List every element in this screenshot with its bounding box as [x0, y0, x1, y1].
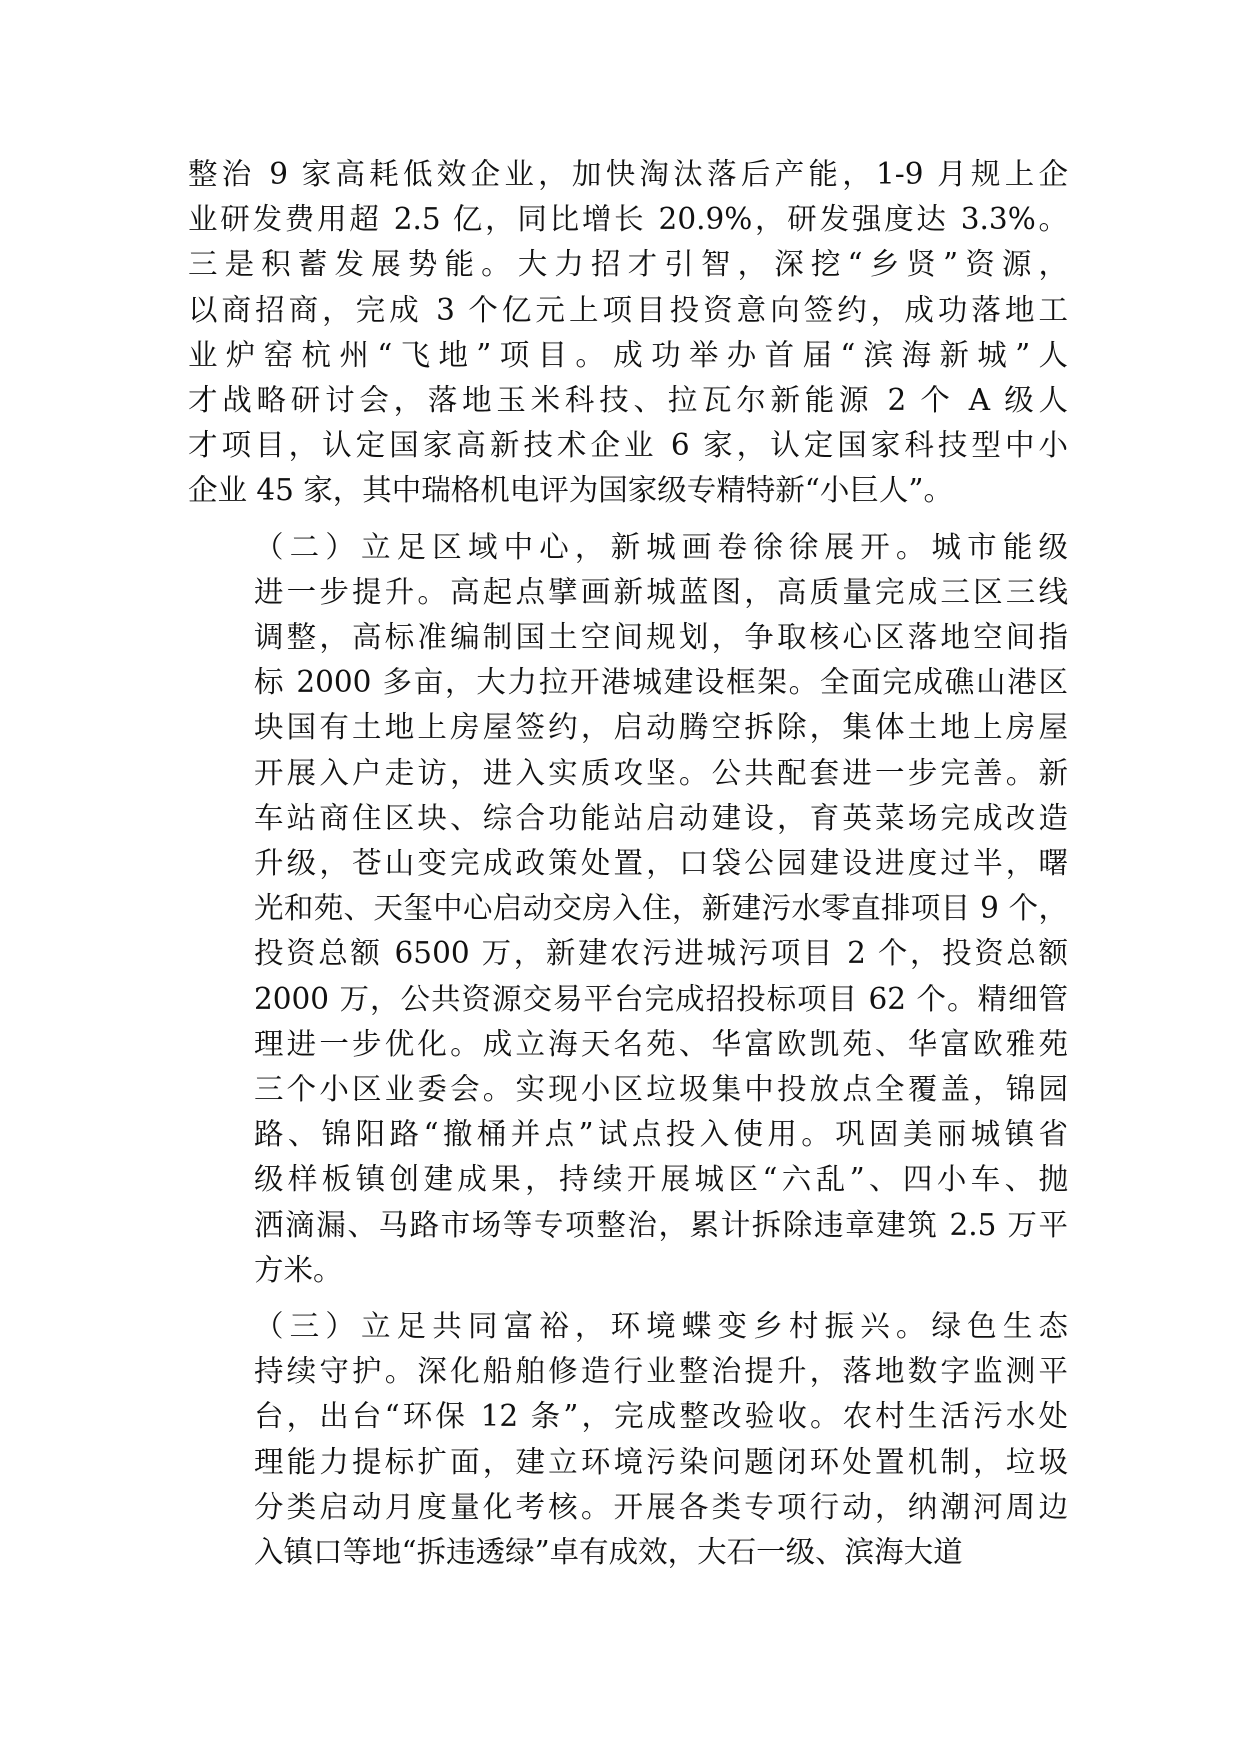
- text-line: 入镇口等地“拆违透绿”卓有成效，大石一级、滨海大道: [254, 1535, 963, 1570]
- text-line: 开展入户走访，进入实质攻坚。公共配套进一步完善。新: [254, 755, 1068, 790]
- text-line: （三）立足共同富裕，环境蝶变乡村振兴。绿色生态: [254, 1309, 1068, 1344]
- text-line: 调整，高标准编制国土空间规划，争取核心区落地空间指: [254, 620, 1068, 655]
- text-line: 才战略研讨会，落地玉米科技、拉瓦尔新能源 2 个 A 级人: [188, 383, 1068, 418]
- text-line: （二）立足区域中心，新城画卷徐徐展开。城市能级: [254, 529, 1068, 564]
- text-line: 方米。: [254, 1252, 343, 1287]
- text-line: 以商招商，完成 3 个亿元上项目投资意向签约，成功落地工: [188, 292, 1068, 327]
- text-line: 车站商住区块、综合功能站启动建设，育英菜场完成改造: [254, 800, 1068, 835]
- text-line: 进一步提升。高起点擘画新城蓝图，高质量完成三区三线: [254, 574, 1068, 609]
- text-line: 三是积蓄发展势能。大力招才引智，深挖“乡贤”资源，: [188, 247, 1068, 282]
- text-line: 洒滴漏、马路市场等专项整治，累计拆除违章建筑 2.5 万平: [254, 1207, 1068, 1242]
- paragraph: [188, 152, 1068, 514]
- text-line: 2000 万，公共资源交易平台完成招投标项目 62 个。精细管: [254, 981, 1068, 1016]
- text-line: 理进一步优化。成立海天名苑、华富欧凯苑、华富欧雅苑: [254, 1026, 1068, 1061]
- text-line: 整治 9 家高耗低效企业，加快淘汰落后产能，1-9 月规上企: [188, 157, 1068, 191]
- text-line: 持续守护。深化船舶修造行业整治提升，落地数字监测平: [254, 1354, 1068, 1389]
- text-line: 标 2000 多亩，大力拉开港城建设框架。全面完成礁山港区: [254, 665, 1068, 700]
- text-line: 业研发费用超 2.5 亿，同比增长 20.9%，研发强度达 3.3%。: [188, 202, 1068, 237]
- text-line: 业炉窑杭州“飞地”项目。成功举办首届“滨海新城”人: [188, 337, 1068, 372]
- text-line: 台，出台“环保 12 条”，完成整改验收。农村生活污水处: [254, 1399, 1068, 1434]
- text-line: 三个小区业委会。实现小区垃圾集中投放点全覆盖，锦园: [254, 1072, 1068, 1107]
- text-line: 投资总额 6500 万，新建农污进城污项目 2 个，投资总额: [254, 936, 1068, 971]
- text-line: 块国有土地上房屋签约，启动腾空拆除，集体土地上房屋: [254, 710, 1068, 745]
- text-line: 企业 45 家，其中瑞格机电评为国家级专精特新“小巨人”。: [188, 473, 953, 508]
- paragraph: [188, 525, 1068, 1293]
- text-line: 级样板镇创建成果，持续开展城区“六乱”、四小车、抛: [254, 1162, 1068, 1197]
- paragraph: [188, 1304, 1068, 1575]
- text-line: 理能力提标扩面，建立环境污染问题闭环处置机制，垃圾: [254, 1444, 1068, 1479]
- text-line: 升级，苍山变完成政策处置，口袋公园建设进度过半，曙: [254, 846, 1068, 881]
- text-line: 才项目，认定国家高新技术企业 6 家，认定国家科技型中小: [188, 428, 1068, 463]
- document-body: [188, 152, 1068, 1575]
- text-line: 路、锦阳路“撤桶并点”试点投入使用。巩固美丽城镇省: [254, 1117, 1068, 1152]
- text-line: 光和苑、天玺中心启动交房入住，新建污水零直排项目 9 个，: [254, 891, 1068, 926]
- text-line: 分类启动月度量化考核。开展各类专项行动，纳潮河周边: [254, 1489, 1068, 1524]
